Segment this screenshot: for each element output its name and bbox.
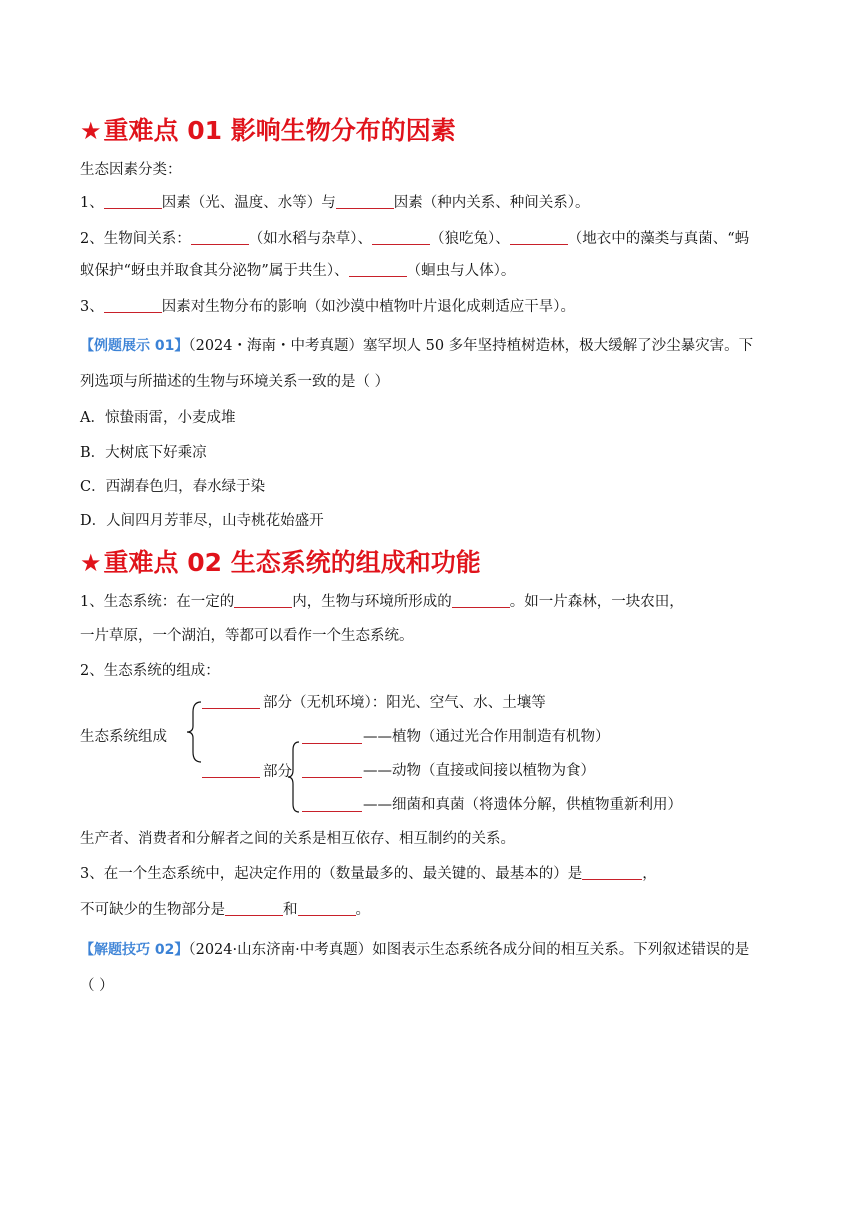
section-heading-02 — [80, 548, 481, 578]
item-2: 2、生物间关系： （如水稻与杂草）、 （狼吃兔）、 （地衣中的藻类与真菌、“蚂 — [80, 228, 749, 249]
example-question-line-2: 列选项与所描述的生物与环境关系一致的是（ ） — [80, 374, 390, 390]
section-heading-01 — [80, 116, 456, 146]
fill-blank — [349, 260, 407, 277]
fill-blank — [372, 228, 430, 245]
option-c: C．西湖春色归，春水绿于染 — [80, 479, 266, 495]
para-3: 3、在一个生态系统中，起决定作用的（数量最多的、最关键的、最基本的）是 ， — [80, 863, 657, 884]
fill-blank — [202, 777, 260, 778]
diagram-living: 部分 — [263, 764, 292, 780]
fill-blank — [452, 591, 510, 608]
fill-blank — [202, 708, 260, 709]
diagram-consumer: ——动物（直接或间接以植物为食） — [363, 763, 595, 779]
brace-inner — [287, 740, 301, 814]
item-2-line-2: 蚁保护“蚜虫并取食其分泌物”属于共生）、 （蛔虫与人体）。 — [80, 260, 515, 281]
star-icon: ★ — [80, 117, 102, 145]
tip-question-line-2: （ ） — [80, 978, 114, 994]
example-question: 【例题展示 01】（2024・海南・中考真题）塞罕坝人 50 多年坚持植树造林，极大缓解了沙尘暴灾害。下 — [80, 338, 754, 354]
fill-blank — [510, 228, 568, 245]
tip-question: 【解题技巧 02】（2024·山东济南·中考真题）如图表示生态系统各成分间的相互关系。下列叙述错误的是 — [80, 942, 750, 958]
fill-blank — [302, 811, 362, 812]
option-d: D．人间四月芳菲尽，山寺桃花始盛开 — [80, 513, 324, 529]
fill-blank — [336, 192, 394, 209]
example-tag: 【例题展示 01】 — [80, 338, 189, 354]
section-heading-text: 重难点 02 生态系统的组成和功能 — [103, 548, 481, 577]
fill-blank — [298, 899, 356, 916]
para-3-line-2: 不可缺少的生物部分是 和 。 — [80, 899, 370, 920]
fill-blank — [104, 192, 162, 209]
tip-tag: 【解题技巧 02】 — [80, 942, 189, 958]
fill-blank — [302, 743, 362, 744]
intro-text: 生态因素分类： — [80, 162, 182, 178]
fill-blank — [234, 591, 292, 608]
fill-blank — [582, 863, 642, 880]
para-2: 2、生态系统的组成： — [80, 663, 220, 679]
diagram-root: 生态系统组成 — [80, 729, 167, 745]
option-a: A．惊蛰雨雷，小麦成堆 — [80, 410, 236, 426]
item-1: 1、 因素（光、温度、水等）与 因素（种内关系、种间关系）。 — [80, 192, 589, 213]
para-1: 1、生态系统：在一定的 内，生物与环境所形成的 。如一片森林，一块农田， — [80, 591, 684, 612]
option-b: B．大树底下好乘凉 — [80, 445, 207, 461]
diagram-nonliving: 部分（无机环境）：阳光、空气、水、土壤等 — [263, 695, 546, 711]
diagram-decomposer: ——细菌和真菌（将遗体分解，供植物重新利用） — [363, 797, 682, 813]
star-icon: ★ — [80, 549, 102, 577]
fill-blank — [191, 228, 249, 245]
relation-text: 生产者、消费者和分解者之间的关系是相互依存、相互制约的关系。 — [80, 831, 515, 847]
brace-outer — [185, 700, 205, 765]
fill-blank — [104, 296, 162, 313]
section-heading-text: 重难点 01 影响生物分布的因素 — [103, 116, 456, 145]
para-1-line-2: 一片草原，一个湖泊，等都可以看作一个生态系统。 — [80, 628, 414, 644]
fill-blank — [302, 777, 362, 778]
diagram-producer: ——植物（通过光合作用制造有机物） — [363, 729, 610, 745]
item-3: 3、 因素对生物分布的影响（如沙漠中植物叶片退化成刺适应干旱）。 — [80, 296, 575, 317]
fill-blank — [225, 899, 283, 916]
